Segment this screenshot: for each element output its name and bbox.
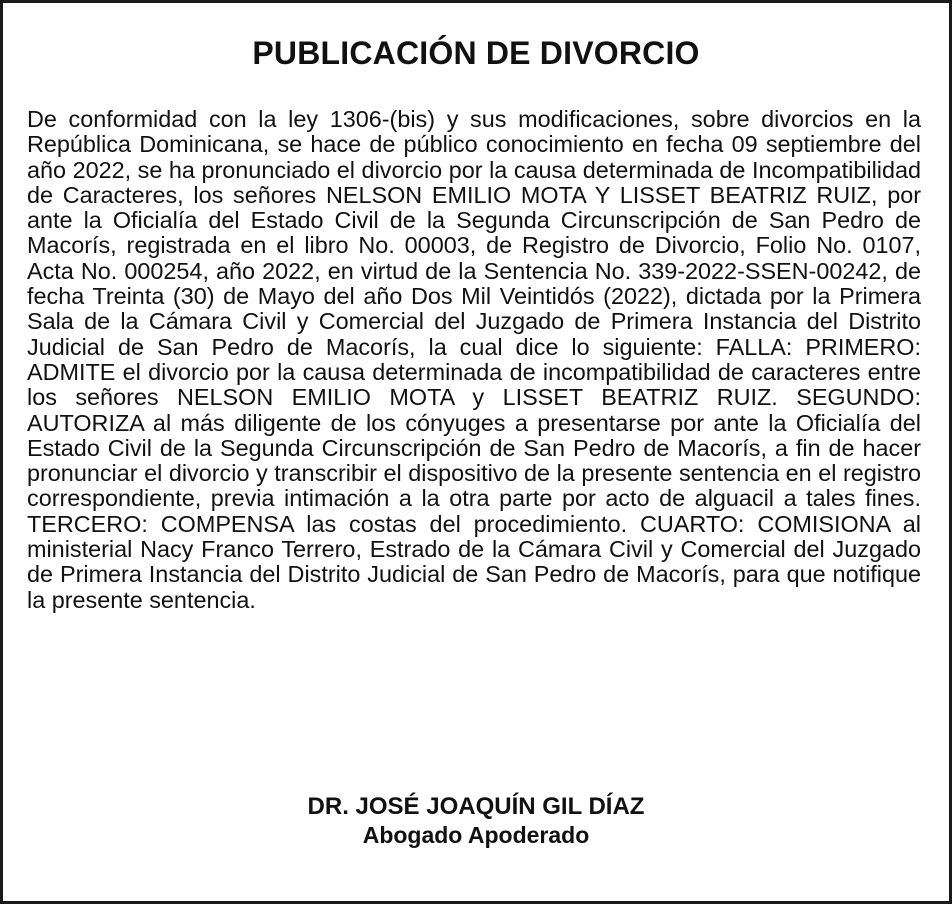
- signatory-role: Abogado Apoderado: [362, 822, 590, 848]
- notice-title: PUBLICACIÓN DE DIVORCIO: [252, 35, 700, 71]
- signatory-name: DR. JOSÉ JOAQUÍN GIL DÍAZ: [307, 793, 645, 820]
- signature-block: [3, 793, 949, 849]
- notice-body: De conformidad con la ley 1306-(bis) y sus modificaciones, sobre divorcios en la República Dominicana, se hace de público conocimiento en fecha 09 septiembre del año 2022, se ha pronunciado el divorcio por la causa determinada de Incompatibilidad de Caracteres, los señores NELSON EMILIO MOTA Y LISSET BEATRIZ RUIZ, por ante la Oficialía del Estado Civil de la Segunda Circunscripción de San Pedro de Macorís, registrada en el libro No. 00003, de Registro de Divorcio, Folio No. 0107, Acta No. 000254, año 2022, en virtud de la Sentencia No. 339-2022-SSEN-00242, de fecha Treinta (30) de Mayo del año Dos Mil Veintidós (2022), dictada por la Primera Sala de la Cámara Civil y Comercial del Juzgado de Primera Instancia del Distrito Judicial de San Pedro de Macorís, la cual dice lo siguiente: FALLA: PRIMERO: ADMITE el divorcio por la causa determinada de incompatibilidad de caracteres entre los señores NELSON EMILIO MOTA y LISSET BEATRIZ RUIZ. SEGUNDO: AUTORIZA al más diligente de los cónyuges a presentarse por ante la Oficialía del Estado Civil de la Segunda Circunscripción de San Pedro de Macorís, a fin de hacer pronunciar el divorcio y transcribir el dispositivo de la presente sentencia en el registro correspondiente, previa intimación a la otra parte por acto de alguacil a tales fines. TERCERO: COMPENSA las costas del procedimiento. CUARTO: COMISIONA al ministerial Nacy Franco Terrero, Estrado de la Cámara Civil y Comercial del Juzgado de Primera Instancia del Distrito Judicial de San Pedro de Macorís, para que notifique la presente sentencia.: [27, 106, 921, 613]
